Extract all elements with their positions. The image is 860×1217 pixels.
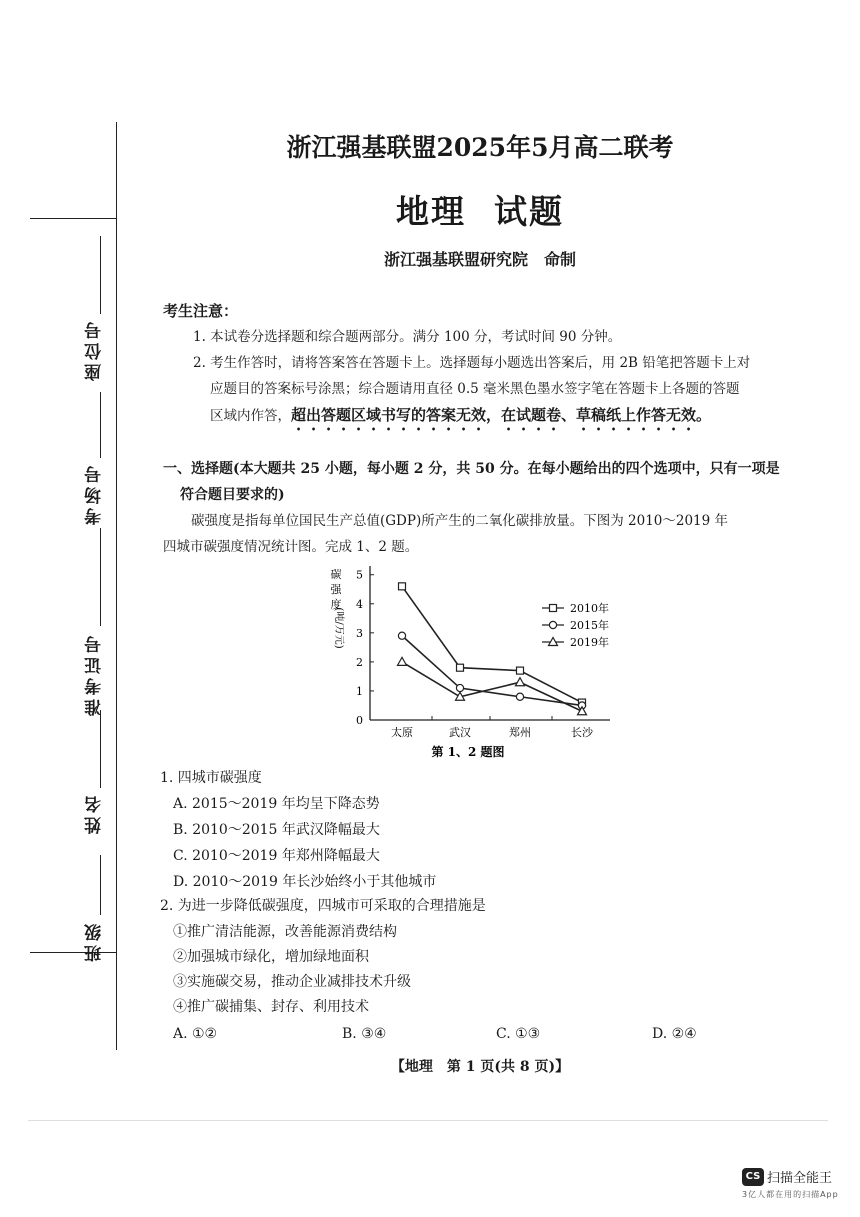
- q2-statement-4: ④推广碳捕集、封存、利用技术: [173, 999, 369, 1015]
- notice-item-1: 1. 本试卷分选择题和综合题两部分。满分 100 分，考试时间 90 分钟。: [193, 329, 622, 345]
- q2-option-d[interactable]: D. ②④: [652, 1026, 697, 1042]
- subject-name: 地理: [396, 192, 466, 231]
- q2-option-a[interactable]: A. ①②: [173, 1026, 218, 1042]
- section-heading-line-1: 一、选择题(本大题共 25 小题，每小题 2 分，共 50 分。在每小题给出的四个选项中，只有一项是: [163, 461, 780, 477]
- scanner-logo-icon: CS: [742, 1168, 764, 1186]
- exam-room-field[interactable]: [100, 392, 101, 458]
- exam-author: 浙江强基联盟研究院 命制: [383, 250, 576, 269]
- x-tick-label: 太原: [391, 726, 413, 739]
- y-tick-label: 1: [356, 684, 363, 698]
- y-axis-label-char: 强: [330, 583, 342, 596]
- ticket-number-label: 准考证号: [85, 632, 105, 716]
- page-bottom-rule: [28, 1120, 828, 1121]
- data-point-2010年-郑州: [517, 667, 524, 674]
- y-tick-label: 3: [356, 626, 363, 640]
- class-label: 班级: [85, 920, 105, 962]
- section-heading-line-2: 符合题目要求的): [180, 487, 285, 503]
- scanner-app-name: 扫描全能王: [767, 1171, 833, 1186]
- x-tick-label: 长沙: [571, 726, 593, 739]
- carbon-intensity-chart: [320, 558, 630, 768]
- data-point-2019年-郑州: [516, 678, 525, 686]
- q2-stem: 2. 为进一步降低碳强度，四城市可采取的合理措施是: [160, 898, 486, 914]
- series-line-2015年: [402, 636, 582, 706]
- legend-label-2019年: 2019年: [570, 636, 609, 649]
- section-heading: [163, 456, 803, 508]
- exam-title: 浙江强基联盟2025年5月高二联考: [286, 133, 674, 162]
- scanner-branding: [742, 1166, 839, 1200]
- x-tick-label: 武汉: [449, 726, 471, 739]
- notice-item-2-line-1: 2. 考生作答时，请将答案答在答题卡上。选择题每小题选出答案后，用 2B 铅笔把答题卡上对: [193, 355, 751, 371]
- data-point-2015年-太原: [398, 632, 405, 639]
- q1-stem: 1. 四城市碳强度: [160, 770, 262, 786]
- subject-suffix: 试题: [494, 192, 564, 231]
- intro-line-2: 四城市碳强度情况统计图。完成 1、2 题。: [163, 539, 419, 555]
- y-axis-label-char: 度: [330, 598, 342, 611]
- legend-marker-2015年: [549, 621, 556, 628]
- intro-line-1: 碳强度是指每单位国民生产总值(GDP)所产生的二氧化碳排放量。下图为 2010～2019 年: [191, 513, 729, 529]
- notice-item-2-line-3: [210, 402, 810, 434]
- y-tick-label: 5: [356, 568, 363, 582]
- q2-statement-1: ①推广清洁能源，改善能源消费结构: [173, 924, 397, 940]
- notice-heading: 考生注意：: [163, 302, 239, 320]
- q1-option-d[interactable]: D. 2010～2019 年长沙始终小于其他城市: [173, 874, 437, 890]
- x-tick-label: 郑州: [509, 726, 531, 739]
- q2-statement-3: ③实施碳交易，推动企业减排技术升级: [173, 974, 411, 990]
- y-axis-label-unit: (吨/万元): [333, 607, 344, 649]
- page-footer: 【地理 第 1 页(共 8 页)】: [390, 1059, 570, 1075]
- q1-option-a[interactable]: A. 2015～2019 年均呈下降态势: [173, 796, 380, 812]
- q2-option-c[interactable]: C. ①③: [496, 1026, 541, 1042]
- y-tick-label: 2: [356, 655, 363, 669]
- q1-option-c[interactable]: C. 2010～2019 年郑州降幅最大: [173, 848, 380, 864]
- y-axis-label-char: 碳: [330, 568, 342, 581]
- q2-statement-2: ②加强城市绿化，增加绿地面积: [173, 949, 369, 965]
- legend-marker-2010年: [550, 605, 557, 612]
- notice-plain-text: 区域内作答，: [210, 408, 291, 424]
- legend-label-2015年: 2015年: [570, 619, 609, 632]
- subject-title: [0, 186, 860, 233]
- chart-caption: 第 1、2 题图: [431, 745, 505, 759]
- data-point-2015年-武汉: [456, 684, 463, 691]
- data-point-2010年-太原: [399, 583, 406, 590]
- notice-emphasis-text: 超出答题区域书写的答案无效，在试题卷、草稿纸上作答无效。: [291, 406, 712, 424]
- notice-item-2-line-2: 应题目的答案标号涂黑；综合题请用直径 0.5 毫米黑色墨水签字笔在答题卡上各题的答题: [210, 381, 740, 397]
- y-tick-label: 0: [356, 714, 363, 727]
- ticket-number-field[interactable]: [100, 528, 101, 626]
- data-point-2010年-武汉: [457, 664, 464, 671]
- q2-option-b[interactable]: B. ③④: [342, 1026, 387, 1042]
- name-label: 姓名: [85, 792, 105, 834]
- name-field[interactable]: [100, 710, 101, 788]
- data-point-2019年-太原: [398, 657, 407, 665]
- seat-number-label: 座位号: [85, 318, 105, 381]
- q1-option-b[interactable]: B. 2010～2015 年武汉降幅最大: [173, 822, 380, 838]
- legend-label-2010年: 2010年: [570, 602, 609, 615]
- data-point-2015年-郑州: [516, 693, 523, 700]
- exam-room-label: 考场号: [85, 462, 105, 525]
- scanner-tagline: 3亿人都在用的扫描App: [742, 1190, 839, 1199]
- y-tick-label: 4: [356, 597, 363, 611]
- class-field[interactable]: [100, 855, 101, 915]
